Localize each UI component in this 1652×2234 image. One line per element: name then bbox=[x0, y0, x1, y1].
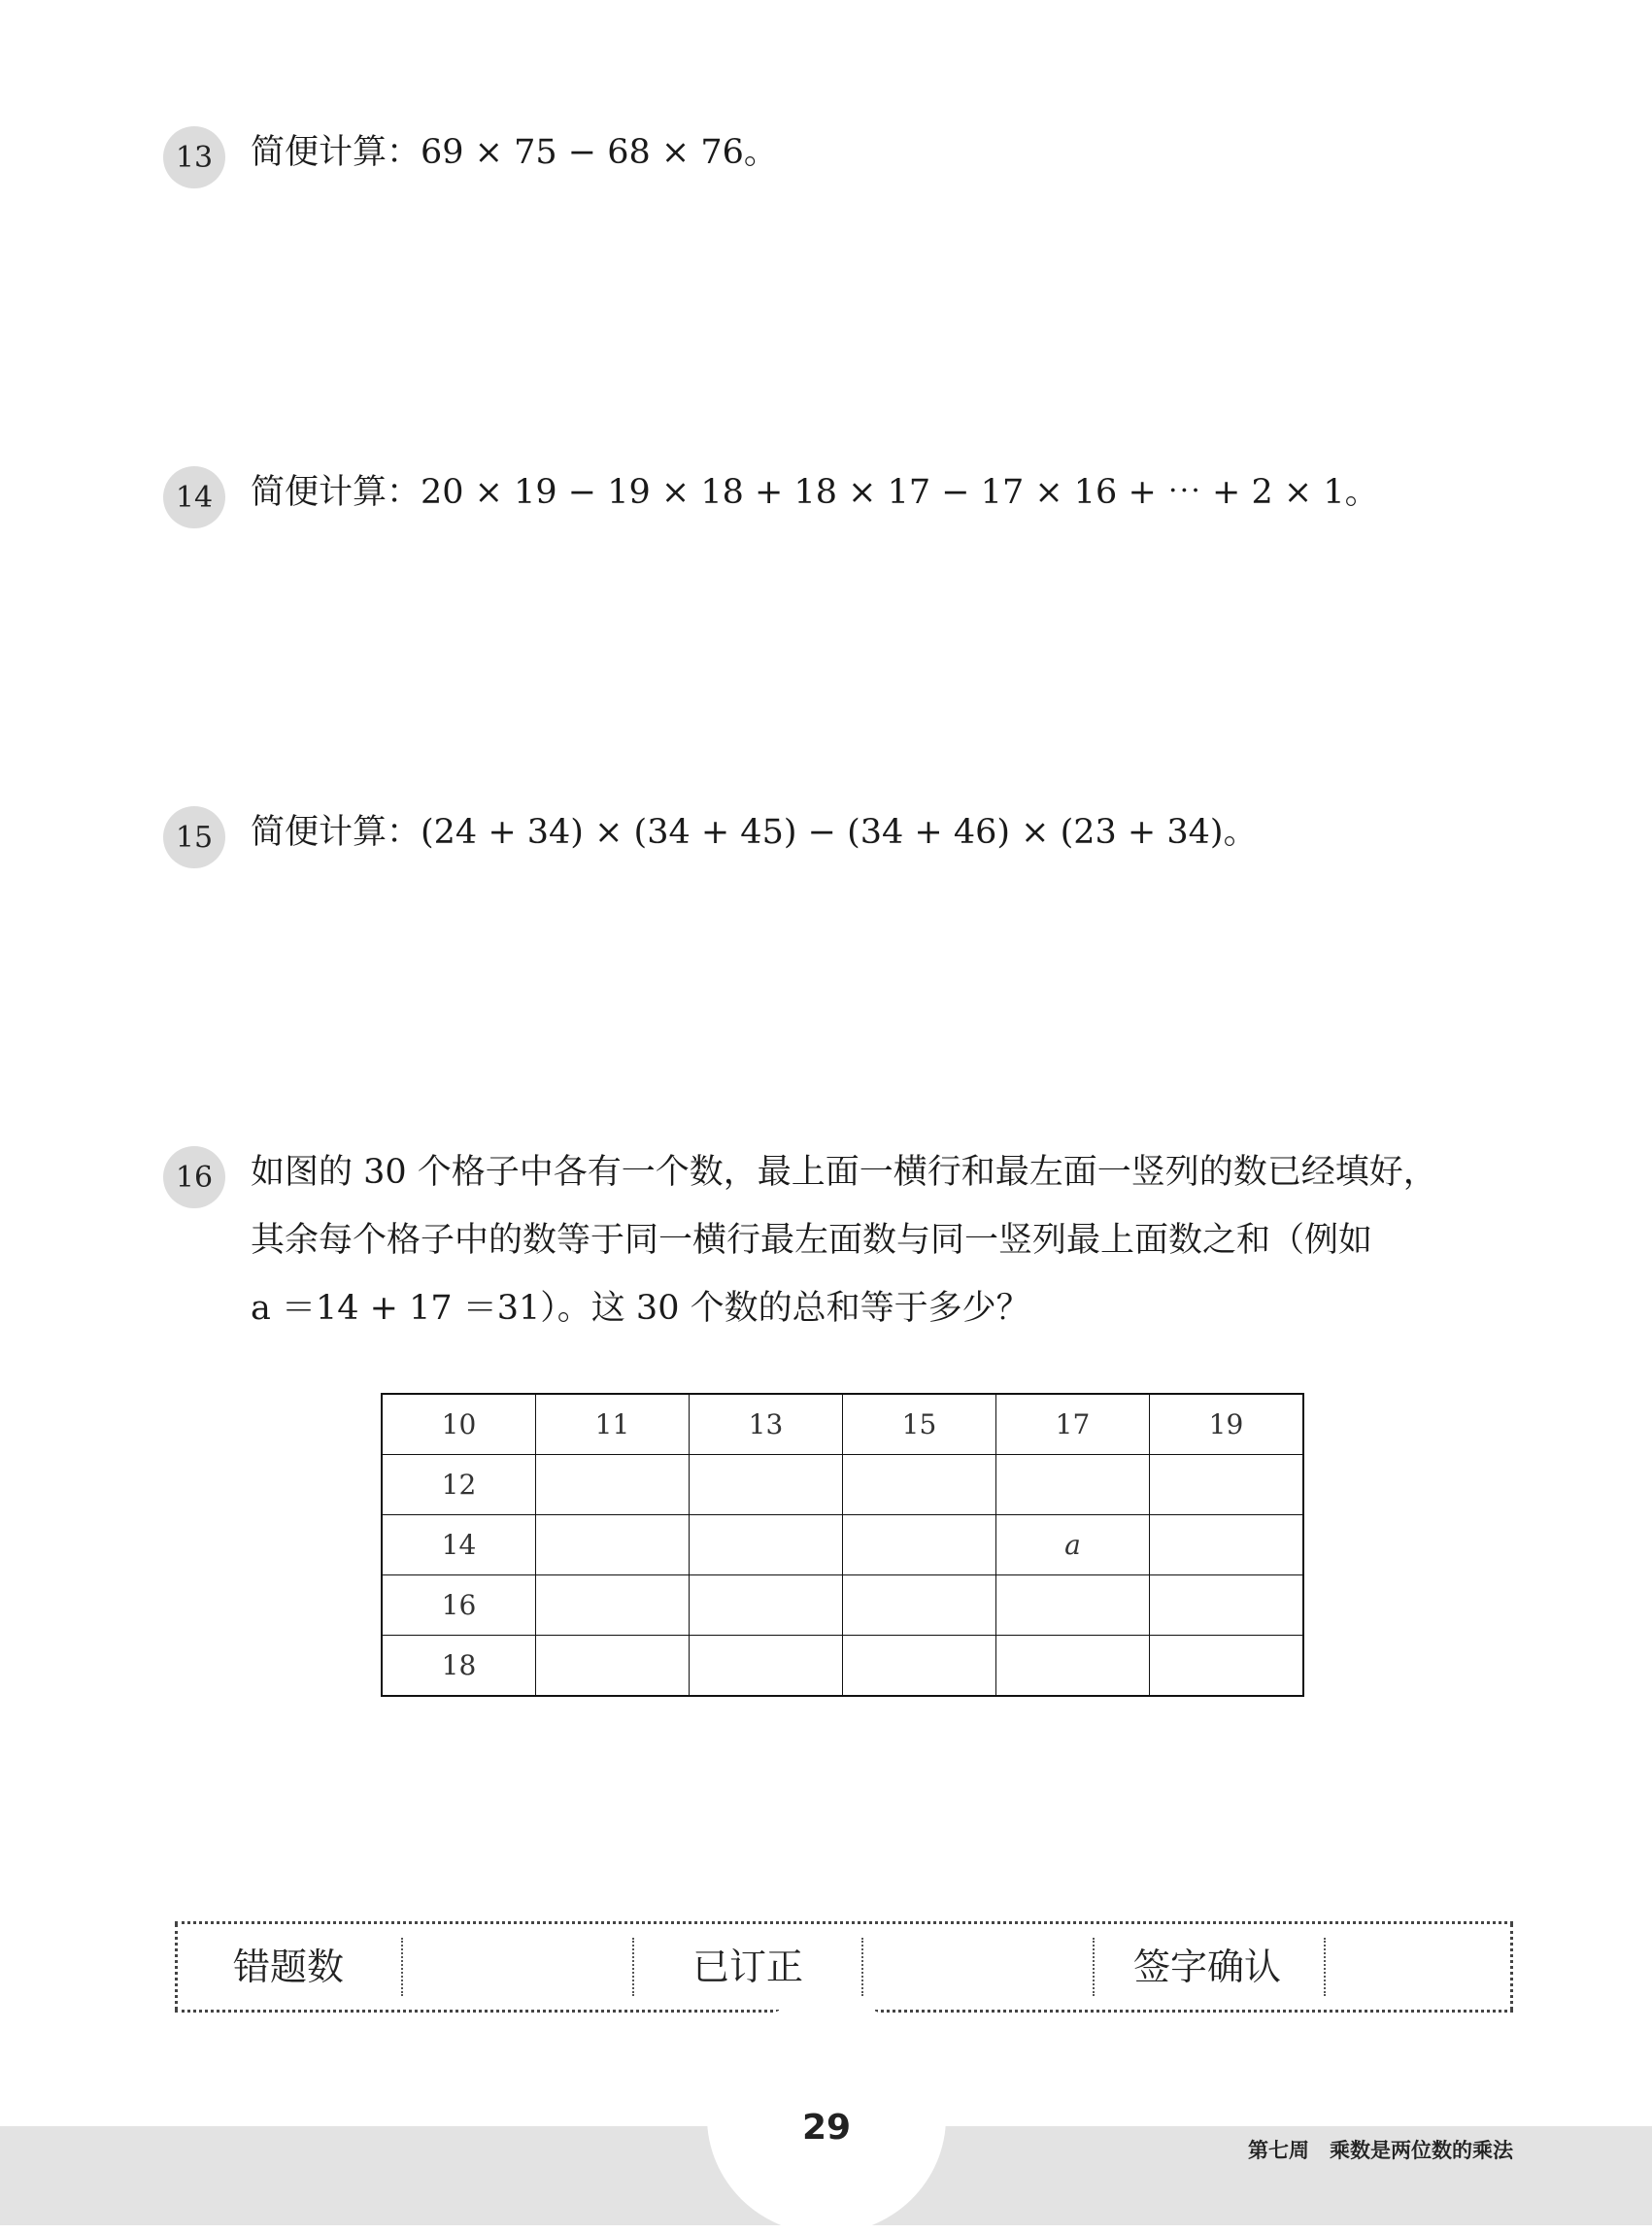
question-number-badge: 14 bbox=[163, 466, 225, 528]
grid-row bbox=[382, 1636, 1303, 1697]
grid-cell bbox=[843, 1636, 996, 1697]
question-text bbox=[251, 814, 1258, 866]
grid-cell bbox=[1150, 1575, 1304, 1636]
grid-cell bbox=[1150, 1455, 1304, 1515]
question-number-badge: 15 bbox=[163, 806, 225, 868]
grid-cell: 12 bbox=[382, 1455, 536, 1515]
grid-cell bbox=[843, 1575, 996, 1636]
grid-cell-a: a bbox=[996, 1515, 1150, 1575]
grid-cell: 19 bbox=[1150, 1394, 1304, 1455]
question-text bbox=[251, 474, 1379, 526]
grid-cell bbox=[536, 1636, 690, 1697]
question-line: a ＝14 + 17 ＝31）。这 30 个数的总和等于多少？ bbox=[251, 1289, 1030, 1328]
grid-cell: 13 bbox=[690, 1394, 843, 1455]
grid-row bbox=[382, 1575, 1303, 1636]
signature-label: 签字确认 bbox=[1133, 1946, 1282, 1988]
question-text bbox=[251, 1154, 1437, 1342]
grid-cell: 17 bbox=[996, 1394, 1150, 1455]
grid-row bbox=[382, 1515, 1303, 1575]
grid-cell bbox=[1150, 1515, 1304, 1575]
question-text bbox=[251, 134, 778, 186]
divider bbox=[861, 1938, 863, 1996]
chapter-title: 第七周 乘数是两位数的乘法 bbox=[1248, 2139, 1513, 2162]
correction-record-box bbox=[175, 1921, 1513, 2013]
question-line: 简便计算：(24 + 34) × (34 + 45) − (34 + 46) × (23 + 34)。 bbox=[251, 813, 1258, 852]
page-number: 29 bbox=[801, 2108, 852, 2148]
grid-cell bbox=[690, 1515, 843, 1575]
grid-cell bbox=[843, 1515, 996, 1575]
grid-cell bbox=[996, 1575, 1150, 1636]
grid-cell: 10 bbox=[382, 1394, 536, 1455]
grid-cell bbox=[996, 1636, 1150, 1697]
grid-cell bbox=[690, 1455, 843, 1515]
grid-cell bbox=[536, 1575, 690, 1636]
grid-cell: 15 bbox=[843, 1394, 996, 1455]
question-number-badge: 16 bbox=[163, 1146, 225, 1208]
grid-cell bbox=[536, 1455, 690, 1515]
grid-row bbox=[382, 1455, 1303, 1515]
grid-cell bbox=[690, 1636, 843, 1697]
question-line: 其余每个格子中的数等于同一横行最左面数与同一竖列最上面数之和（例如 bbox=[251, 1221, 1373, 1260]
grid-cell bbox=[1150, 1636, 1304, 1697]
grid-cell: 16 bbox=[382, 1575, 536, 1636]
grid-cell: 11 bbox=[536, 1394, 690, 1455]
grid-cell bbox=[690, 1575, 843, 1636]
grid-row bbox=[382, 1394, 1303, 1455]
grid-cell bbox=[996, 1455, 1150, 1515]
divider bbox=[401, 1938, 403, 1996]
wrong-count-label: 错题数 bbox=[233, 1946, 345, 1988]
divider bbox=[632, 1938, 634, 1996]
question-line: 简便计算：69 × 75 − 68 × 76。 bbox=[251, 133, 778, 172]
grid-cell: 18 bbox=[382, 1636, 536, 1697]
divider bbox=[1093, 1938, 1095, 1996]
grid-cell: 14 bbox=[382, 1515, 536, 1575]
divider bbox=[1324, 1938, 1326, 1996]
question-line: 如图的 30 个格子中各有一个数，最上面一横行和最左面一竖列的数已经填好， bbox=[251, 1153, 1437, 1192]
question-number-badge: 13 bbox=[163, 126, 225, 188]
grid-cell bbox=[536, 1515, 690, 1575]
question-line: 简便计算：20 × 19 − 19 × 18 + 18 × 17 − 17 × 16 + ⋯ + 2 × 1。 bbox=[251, 473, 1379, 512]
corrected-label: 已订正 bbox=[692, 1946, 804, 1988]
number-grid bbox=[381, 1393, 1304, 1697]
grid-cell bbox=[843, 1455, 996, 1515]
